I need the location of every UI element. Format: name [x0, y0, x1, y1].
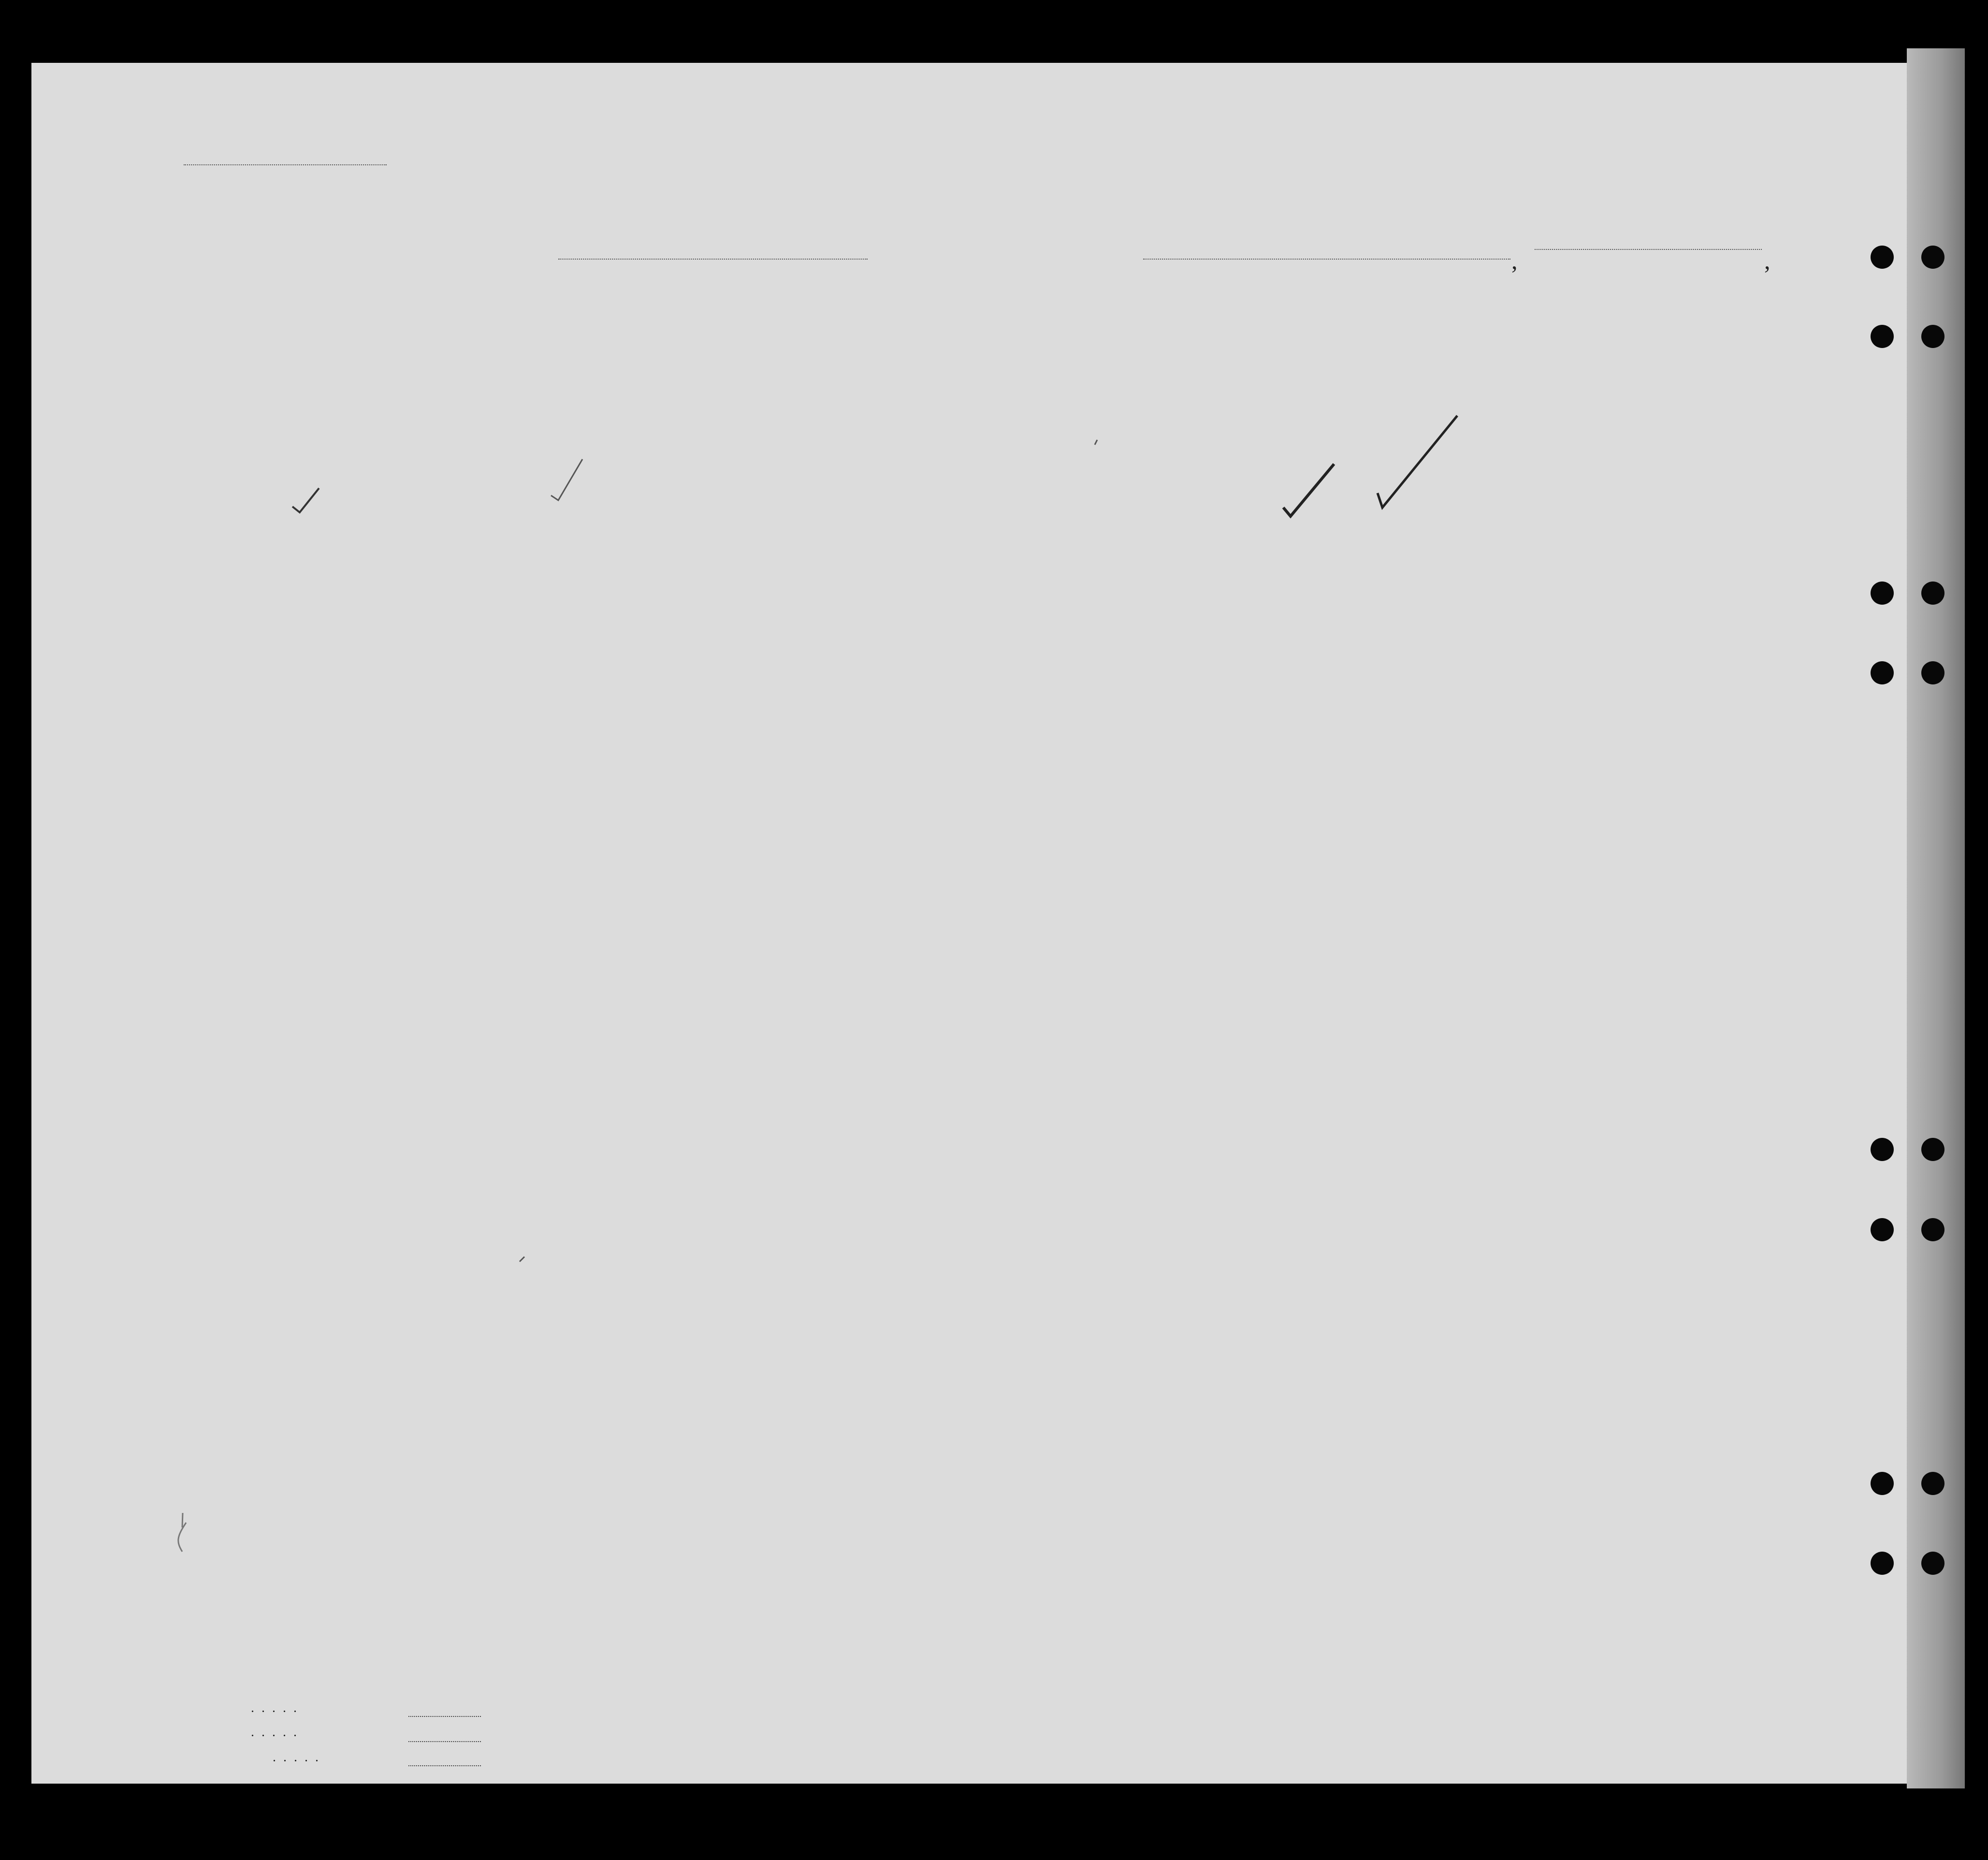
binder-hole [1871, 325, 1894, 348]
binder-hole [1871, 1552, 1894, 1575]
binder-hole [1921, 1138, 1944, 1161]
aliens-row [273, 1753, 321, 1764]
binding-edge [1907, 48, 1965, 1788]
binder-hole [1921, 1218, 1944, 1241]
comma2: , [1764, 247, 1770, 274]
binder-hole [1921, 1472, 1944, 1495]
aliens-underline [408, 1765, 481, 1766]
handwritten-checkmarks [31, 63, 1907, 1784]
binder-hole [1921, 1552, 1944, 1575]
binder-hole [1921, 325, 1944, 348]
citizens-underline [408, 1741, 481, 1742]
binder-hole [1871, 581, 1894, 605]
aliens-dots: . . . . . [273, 1753, 321, 1764]
binder-hole [1921, 581, 1944, 605]
total-dots: . . . . . [251, 1704, 299, 1715]
total-passengers-row [251, 1704, 299, 1715]
binder-hole [1871, 1472, 1894, 1495]
citizens-row [251, 1728, 299, 1739]
binder-hole [1871, 246, 1894, 269]
binder-hole [1871, 1218, 1894, 1241]
binder-hole [1871, 661, 1894, 684]
comma: , [1511, 247, 1518, 274]
binder-hole [1921, 661, 1944, 684]
citizens-dots: . . . . . [251, 1728, 299, 1739]
manifest-sheet [31, 63, 1907, 1784]
total-underline [408, 1716, 481, 1717]
binder-hole [1921, 246, 1944, 269]
binder-hole [1871, 1138, 1894, 1161]
